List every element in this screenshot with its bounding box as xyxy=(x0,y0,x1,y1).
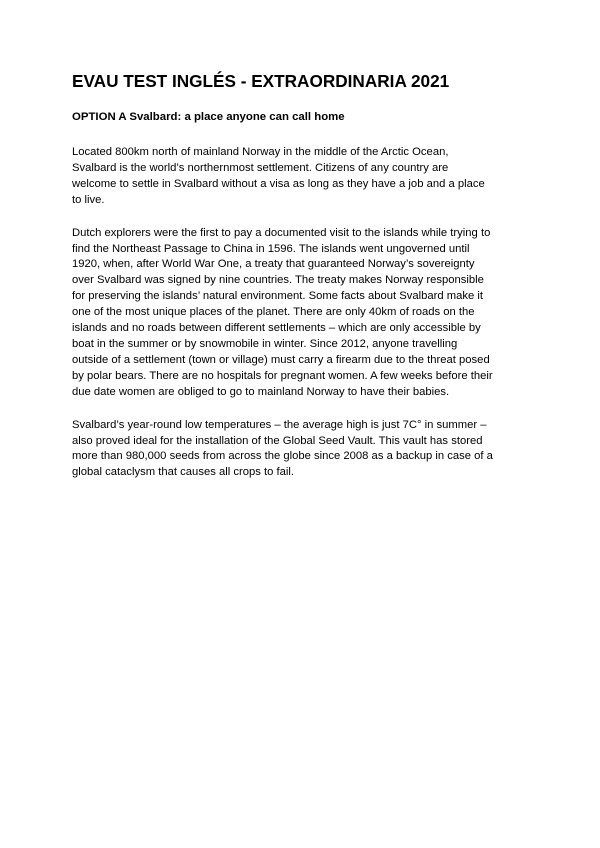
text-line: welcome to settle in Svalbard without a visa as long as they have a job and a place xyxy=(72,177,485,190)
text-line: islands and no roads between different settlements – which are only accessible by xyxy=(72,322,481,335)
document-title: EVAU TEST INGLÉS - EXTRAORDINARIA 2021 xyxy=(72,71,450,91)
text-line: global cataclysm that causes all crops to fail. xyxy=(72,466,294,479)
text-line: 1920, when, after World War One, a treaty that guaranteed Norway’s sovereignty xyxy=(72,258,475,271)
text-line: Svalbard’s year-round low temperatures – the average high is just 7C° in summer – xyxy=(72,418,487,431)
paragraph-history xyxy=(72,226,532,401)
text-line: outside of a settlement (town or village) must carry a firearm due to the threat posed xyxy=(72,353,490,366)
text-line: find the Northeast Passage to China in 1596. The islands went ungoverned until xyxy=(72,242,470,255)
text-line: Located 800km north of mainland Norway in the middle of the Arctic Ocean, xyxy=(72,146,449,158)
text-line: one of the most unique places of the planet. There are only 40km of roads on the xyxy=(72,306,475,319)
text-line: over Svalbard was signed by nine countries. The treaty makes Norway responsible xyxy=(72,274,484,287)
text-line: by polar bears. There are no hospitals for pregnant women. A few weeks before their xyxy=(72,369,493,382)
text-line: Svalbard is the world’s northernmost settlement. Citizens of any country are xyxy=(72,161,449,174)
document-page xyxy=(72,70,532,498)
body-text xyxy=(72,145,532,481)
text-line: due date women are obliged to go to mainland Norway to have their babies. xyxy=(72,385,450,398)
text-line: Dutch explorers were the first to pay a documented visit to the islands while trying to xyxy=(72,226,491,239)
paragraph-location xyxy=(72,145,532,209)
text-line: boat in the summer or by snowmobile in winter. Since 2012, anyone travelling xyxy=(72,337,458,350)
text-line: for preserving the islands’ natural environment. Some facts about Svalbard make it xyxy=(72,290,484,303)
text-line: also proved ideal for the installation of the Global Seed Vault. This vault has stored xyxy=(72,434,483,447)
option-heading: OPTION A Svalbard: a place anyone can call home xyxy=(72,111,345,123)
paragraph-seed-vault xyxy=(72,418,532,482)
text-line: more than 980,000 seeds from across the globe since 2008 as a backup in case of a xyxy=(72,450,493,463)
text-line: to live. xyxy=(72,193,105,206)
